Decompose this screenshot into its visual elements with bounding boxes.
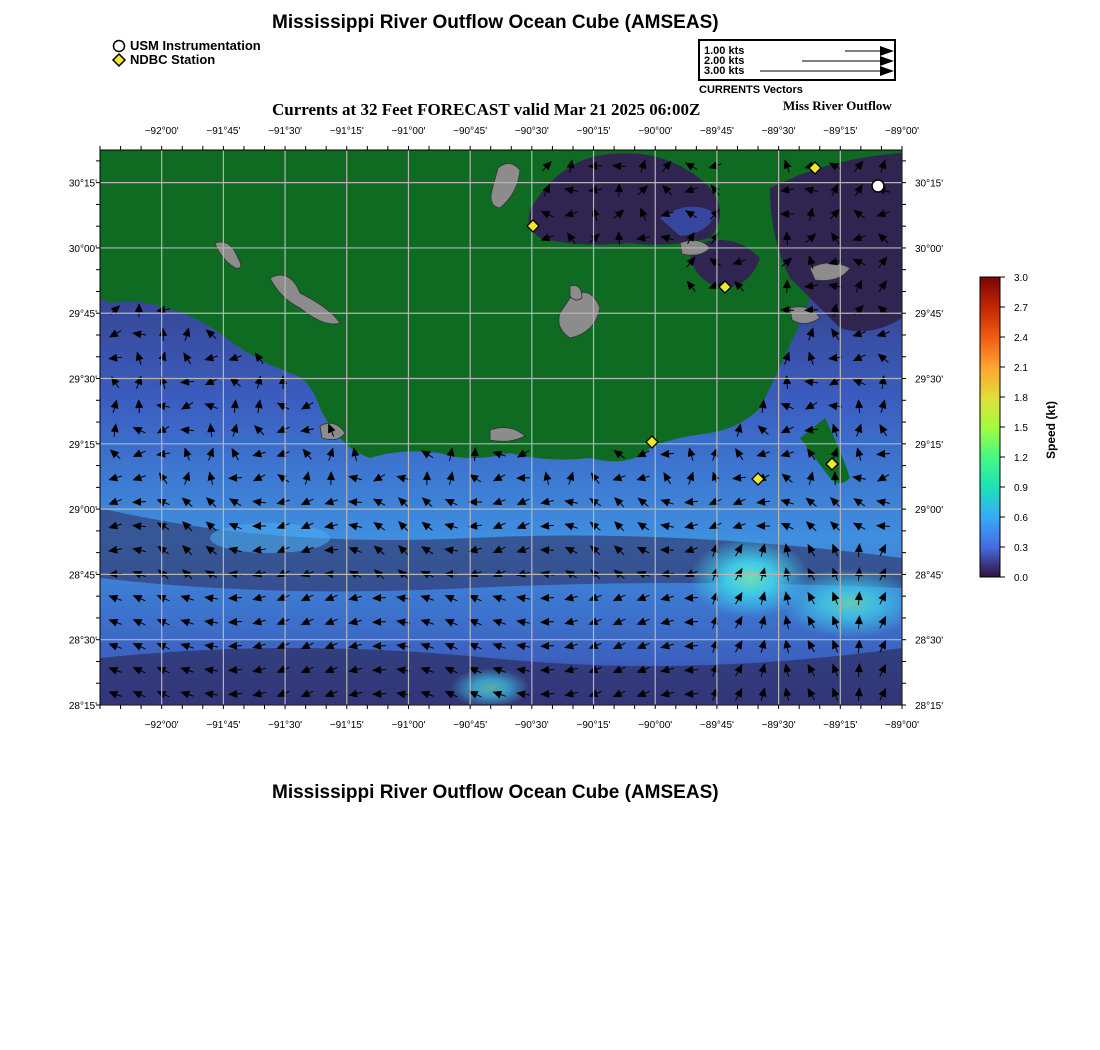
lon-label-top: −91°45' [206,126,241,137]
lat-label-right: 30°00' [915,243,944,255]
colorbar-tick-label: 2.1 [1014,363,1028,374]
usm-marker-icon [112,39,126,53]
lon-label-top: −89°45' [699,126,734,137]
usm-station [872,180,884,192]
lon-label-top: −90°00' [638,126,673,137]
latitude-labels-right [915,179,943,712]
legend-usm-label: USM Instrumentation [130,38,261,53]
legend-ndbc-label: NDBC Station [130,52,216,67]
lat-label-left: 29°00' [68,505,97,517]
lat-label-right: 29°00' [915,505,944,517]
lon-label-bottom: −90°00' [638,720,673,731]
longitude-labels-top [145,126,919,137]
colorbar-tick-label: 1.2 [1014,453,1028,464]
vectors-legend-caption: CURRENTS Vectors [699,84,803,96]
lat-label-right: 28°30' [915,635,944,647]
lon-label-bottom: −90°45' [453,720,488,731]
colorbar-tick-label: 2.4 [1014,333,1028,344]
lat-label-right: 29°15' [915,439,944,451]
lat-label-right: 28°15' [915,701,944,712]
lon-label-top: −91°30' [268,126,303,137]
lat-label-left: 28°15' [68,701,97,712]
speed-colorbar [970,270,1070,590]
lon-label-bottom: −89°15' [823,720,858,731]
lon-label-top: −90°15' [576,126,611,137]
colorbar-tick-label: 1.8 [1014,393,1028,404]
lon-label-bottom: −91°15' [329,720,364,731]
currents-map [68,118,944,738]
legend-ndbc [112,52,261,67]
lat-label-left: 29°15' [68,439,97,451]
colorbar-tick-label: 0.6 [1014,513,1028,524]
lon-label-top: −90°45' [453,126,488,137]
colorbar-tick-label: 3.0 [1014,273,1028,284]
lat-label-left: 29°45' [68,309,97,321]
lon-label-bottom: −90°15' [576,720,611,731]
colorbar-ticks [1000,273,1028,584]
lon-label-bottom: −91°00' [391,720,426,731]
lon-label-top: −91°00' [391,126,426,137]
map-title-repeat: Mississippi River Outflow Ocean Cube (AMSEAS) [272,782,719,803]
lat-label-left: 28°45' [68,570,97,582]
map-title: Mississippi River Outflow Ocean Cube (AMSEAS) [272,12,719,33]
lon-label-top: −91°15' [329,126,364,137]
lat-label-left: 30°15' [68,178,97,190]
lon-label-top: −90°30' [514,126,549,137]
lat-label-right: 29°30' [915,374,944,386]
colorbar-tick-label: 1.5 [1014,423,1028,434]
lon-label-top: −89°15' [823,126,858,137]
lat-label-left: 29°30' [68,374,97,386]
lat-label-left: 30°00' [68,243,97,255]
map-subtitle: Currents at 32 Feet FORECAST valid Mar 21 2025 06:00Z [272,100,701,119]
lat-label-right: 28°45' [915,570,944,582]
lat-label-right: 29°45' [915,309,944,321]
region-label: Miss River Outflow [783,98,892,113]
vector-scale-2: 2.00 kts [704,55,745,67]
marker-legend [112,38,261,67]
lon-label-bottom: −90°30' [514,720,549,731]
lon-label-bottom: −89°45' [699,720,734,731]
lon-label-bottom: −91°30' [268,720,303,731]
lon-label-top: −89°00' [885,126,919,137]
lon-label-bottom: −89°30' [761,720,796,731]
lon-label-bottom: −92°00' [144,720,179,731]
vectors-legend-box [698,39,896,81]
colorbar-tick-label: 2.7 [1014,303,1028,314]
colorbar-tick-label: 0.0 [1014,573,1028,584]
colorbar-tick-label: 0.9 [1014,483,1028,494]
colorbar-label: Speed (kt) [1044,400,1058,460]
vector-scale-1: 1.00 kts [704,45,745,57]
lat-label-left: 28°30' [68,635,97,647]
lon-label-top: −89°30' [761,126,796,137]
lon-label-bottom: −89°00' [885,720,919,731]
vector-scale-3: 3.00 kts [704,65,745,77]
lon-label-top: −92°00' [144,126,179,137]
longitude-labels-bottom [145,720,919,731]
ndbc-marker-icon [112,53,126,67]
lat-label-right: 30°15' [915,178,944,190]
lon-label-bottom: −91°45' [206,720,241,731]
vector-scale-arrows [700,41,894,79]
colorbar-gradient [980,277,1000,577]
legend-usm [112,38,261,53]
colorbar-tick-label: 0.3 [1014,543,1028,554]
latitude-labels-left [69,179,97,712]
